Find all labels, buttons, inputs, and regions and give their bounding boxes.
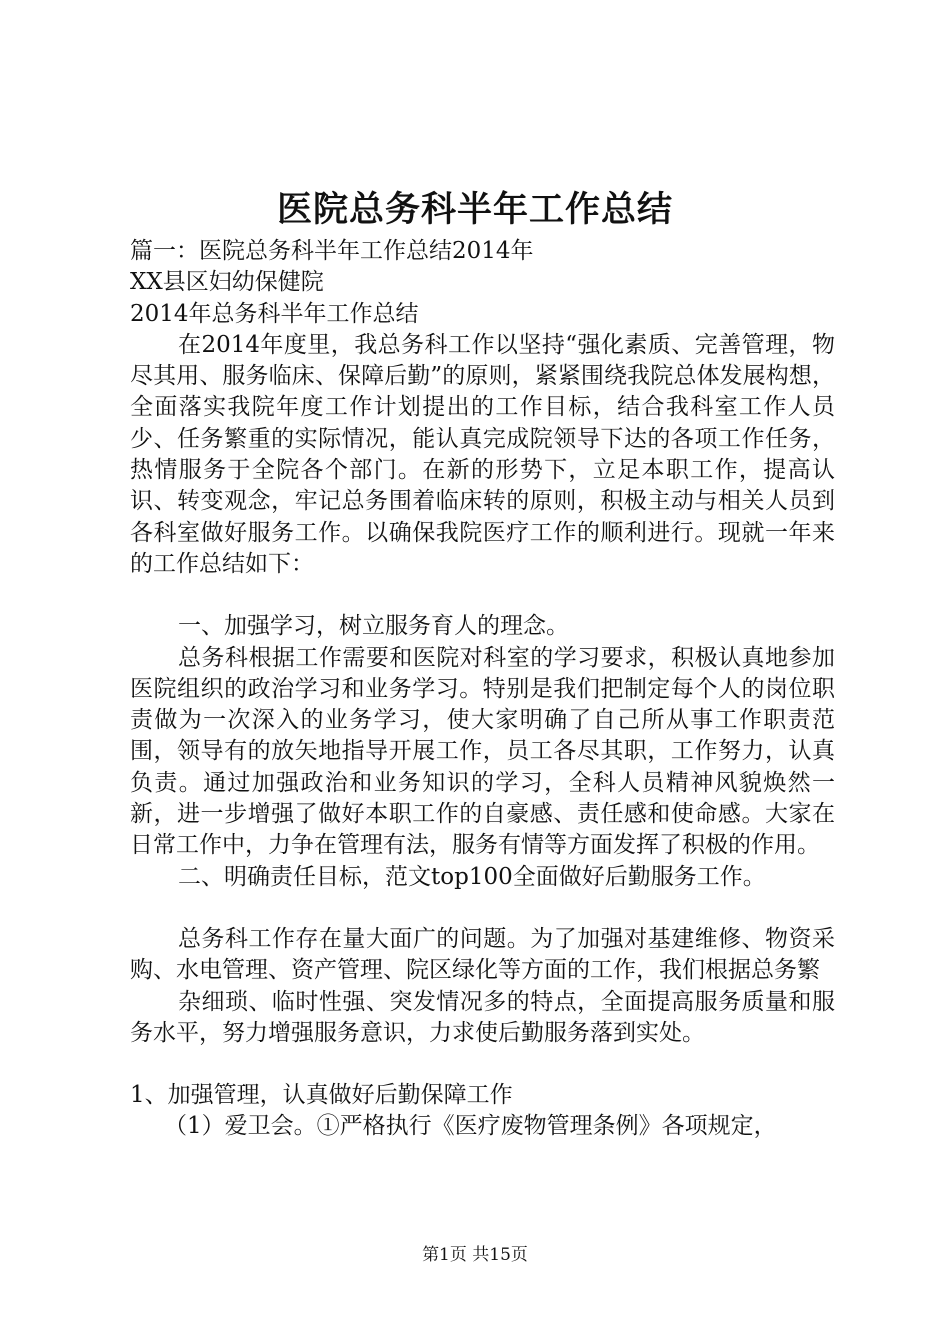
header-line-3: 2014年总务科半年工作总结 bbox=[130, 300, 419, 327]
document-body bbox=[130, 236, 835, 1143]
page-footer: 第1页 共15页 bbox=[422, 1245, 528, 1265]
paragraph-scope: 总务科工作存在量大面广的问题。为了加强对基建维修、物资采购、水电管理、资产管理、院区绿化等方面的工作，我们根据总务繁 bbox=[130, 925, 835, 984]
list-item-1: （1）爱卫会。①严格执行《医疗废物管理条例》各项规定， bbox=[164, 1113, 777, 1140]
paragraph-spacer bbox=[130, 1049, 835, 1080]
paragraph-spacer bbox=[130, 893, 835, 924]
subsection-heading-1: 1、加强管理，认真做好后勤保障工作 bbox=[130, 1082, 513, 1109]
paragraph-spacer bbox=[130, 580, 835, 611]
paragraph-study: 总务科根据工作需要和医院对科室的学习要求，积极认真地参加医院组织的政治学习和业务学习。特别是我们把制定每个人的岗位职责做为一次深入的业务学习，使大家明确了自己所从事工作职责范围，领导有的放矢地指导开展工作，员工各尽其职，工作努力，认真负责。通过加强政治和业务知识的学习，全科人员精神风貌焕然一新，进一步增强了做好本职工作的自豪感、责任感和使命感。大家在日常工作中，力争在管理有法，服务有情等方面发挥了积极的作用。 bbox=[130, 644, 835, 859]
document-title: 医院总务科半年工作总结 bbox=[276, 189, 673, 230]
header-line-1: 篇一：医院总务科半年工作总结2014年 bbox=[130, 238, 534, 264]
section-heading-1: 一、加强学习，树立服务育人的理念。 bbox=[178, 613, 569, 640]
paragraph-quality: 杂细琐、临时性强、突发情况多的特点，全面提高服务质量和服务水平，努力增强服务意识，力求使后勤服务落到实处。 bbox=[130, 988, 835, 1046]
header-line-2: XX县区妇幼保健院 bbox=[130, 269, 324, 296]
paragraph-intro: 在2014年度里，我总务科工作以坚持“强化素质、完善管理，物尽其用、服务临床、保障后勤”的原则，紧紧围绕我院总体发展构想，全面落实我院年度工作计划提出的工作目标，结合我科室工作人员少、任务繁重的实际情况，能认真完成院领导下达的各项工作任务，热情服务于全院各个部门。在新的形势下，立足本职工作，提高认识、转变观念，牢记总务围着临床转的原则，积极主动与相关人员到各科室做好服务工作。以确保我院医疗工作的顺利进行。现就一年来的工作总结如下： bbox=[130, 331, 835, 577]
section-heading-2: 二、明确责任目标，范文top100全面做好后勤服务工作。 bbox=[178, 863, 766, 890]
